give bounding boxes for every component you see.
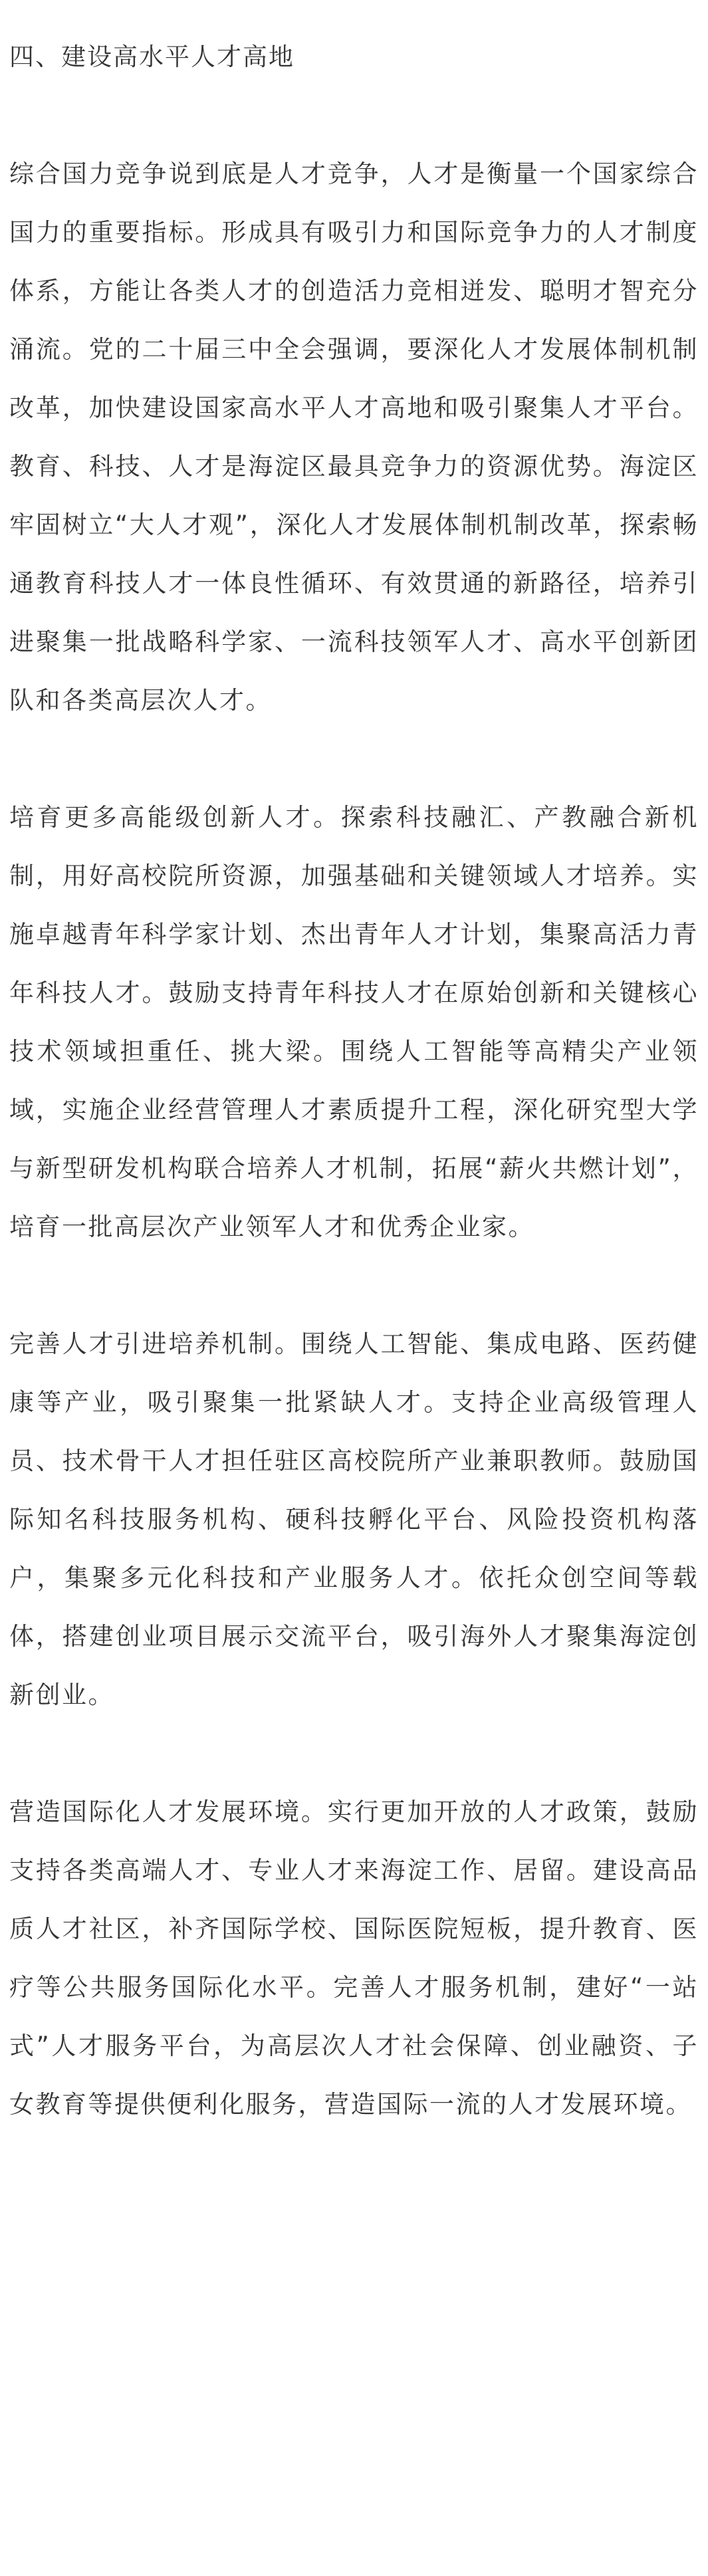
spacer [9,1256,699,1315]
spacer [9,730,699,788]
spacer [9,86,699,145]
paragraph-recruitment-mechanism: 完善人才引进培养机制。围绕人工智能、集成电路、医药健康等产业，吸引聚集一批紧缺人才。支持企业高级管理人员、技术骨干人才担任驻区高校院所产业兼职教师。鼓励国际知名科技服务机构、硬科技孵化平台、风险投资机构落户，集聚多元化科技和产业服务人才。依托众创空间等载体，搭建创业项目展示交流平台，吸引海外人才聚集海淀创新创业。 [9,1330,699,1709]
paragraph-international-environment: 营造国际化人才发展环境。实行更加开放的人才政策，鼓励支持各类高端人才、专业人才来海淀工作、居留。建设高品质人才社区，补齐国际学校、国际医院短板，提升教育、医疗等公共服务国际化水平。完善人才服务机制，建好“一站式”人才服务平台，为高层次人才社会保障、创业融资、子女教育等提供便利化服务，营造国际一流的人才发展环境。 [9,1798,699,2119]
paragraph-talent-competition: 综合国力竞争说到底是人才竞争，人才是衡量一个国家综合国力的重要指标。形成具有吸引力和国际竞争力的人才制度体系，方能让各类人才的创造活力竞相迸发、聪明才智充分涌流。党的二十届三中全会强调，要深化人才发展体制机制改革，加快建设国家高水平人才高地和吸引聚集人才平台。教育、科技、人才是海淀区最具竞争力的资源优势。海淀区牢固树立“大人才观”，深化人才发展体制机制改革，探索畅通教育科技人才一体良性循环、有效贯通的新路径，培养引进聚集一批战略科学家、一流科技领军人才、高水平创新团队和各类高层次人才。 [9,160,699,715]
paragraph-cultivate-innovators: 培育更多高能级创新人才。探索科技融汇、产教融合新机制，用好高校院所资源，加强基础和关键领域人才培养。实施卓越青年科学家计划、杰出青年人才计划，集聚高活力青年科技人才。鼓励支持青年科技人才在原始创新和关键核心技术领域担重任、挑大梁。围绕人工智能等高精尖产业领域，实施企业经营管理人才素质提升工程，深化研究型大学与新型研发机构联合培养人才机制，拓展“薪火共燃计划”，培育一批高层次产业领军人才和优秀企业家。 [9,803,699,1241]
spacer [9,1724,699,1783]
section-title: 四、建设高水平人才高地 [9,43,295,71]
